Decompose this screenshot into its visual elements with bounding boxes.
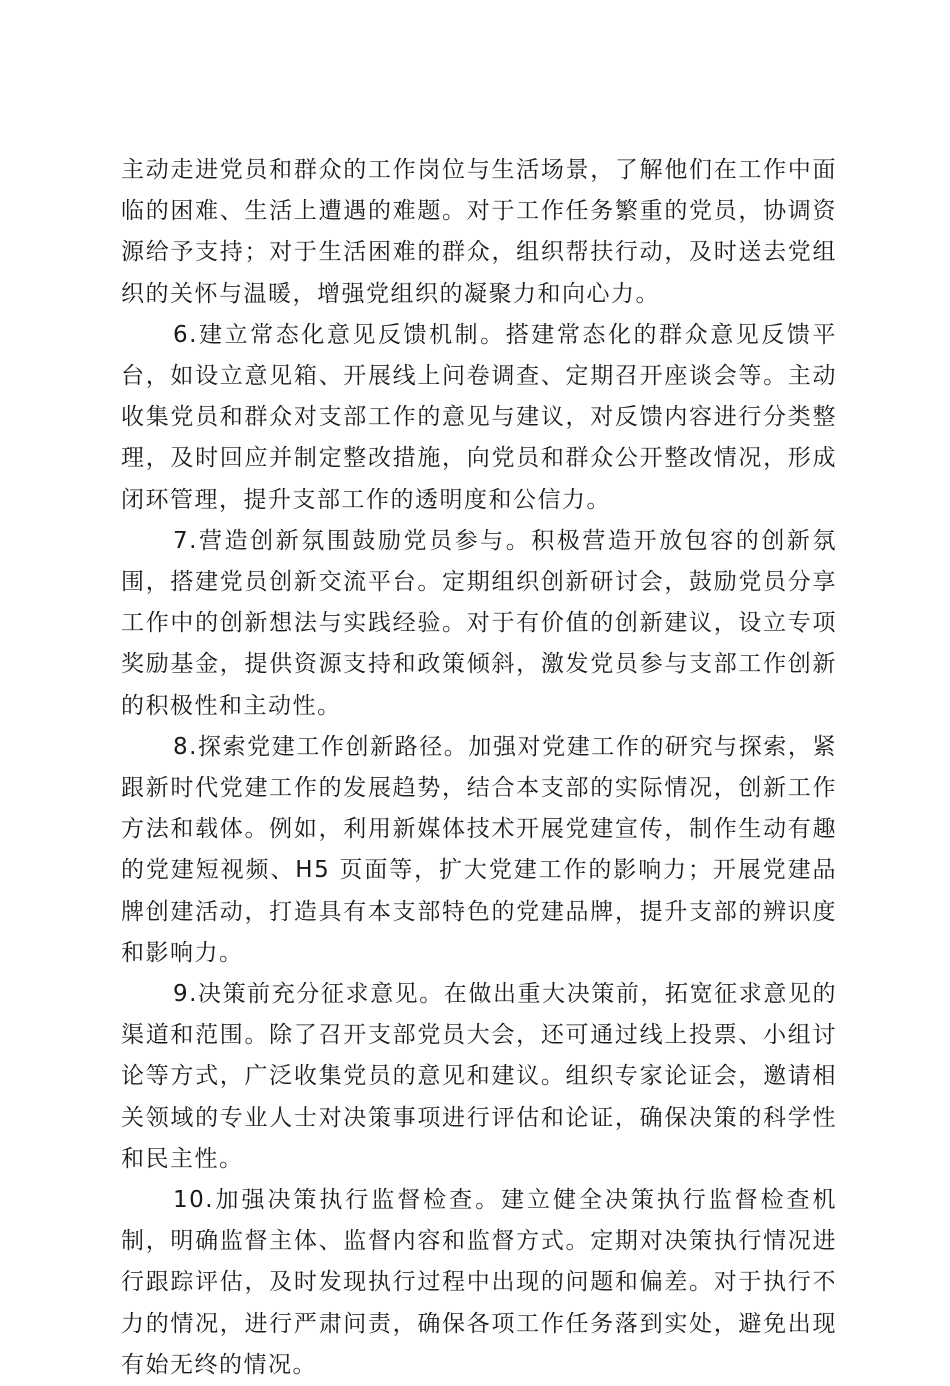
paragraph-item-10: 10.加强决策执行监督检查。建立健全决策执行监督检查机制，明确监督主体、监督内容和监督方式。定期对决策执行情况进行跟踪评估，及时发现执行过程中出现的问题和偏差。对于执行不力的情况，进行严肃问责，确保各项工作任务落到实处，避免出现有始无终的情况。 bbox=[121, 1187, 837, 1378]
paragraph-item-6: 6.建立常态化意见反馈机制。搭建常态化的群众意见反馈平台，如设立意见箱、开展线上问卷调查、定期召开座谈会等。主动收集党员和群众对支部工作的意见与建议，对反馈内容进行分类整理，及时回应并制定整改措施，向党员和群众公开整改情况，形成闭环管理，提升支部工作的透明度和公信力。 bbox=[121, 321, 837, 513]
paragraph-item-9: 9.决策前充分征求意见。在做出重大决策前，拓宽征求意见的渠道和范围。除了召开支部党员大会，还可通过线上投票、小组讨论等方式，广泛收集党员的意见和建议。组织专家论证会，邀请相关领域的专业人士对决策事项进行评估和论证，确保决策的科学性和民主性。 bbox=[121, 981, 837, 1172]
body-text bbox=[121, 150, 837, 1386]
paragraph-continuation: 主动走进党员和群众的工作岗位与生活场景，了解他们在工作中面临的困难、生活上遭遇的难题。对于工作任务繁重的党员，协调资源给予支持；对于生活困难的群众，组织帮扶行动，及时送去党组织的关怀与温暖，增强党组织的凝聚力和向心力。 bbox=[121, 157, 837, 307]
paragraph-item-8: 8.探索党建工作创新路径。加强对党建工作的研究与探索，紧跟新时代党建工作的发展趋势，结合本支部的实际情况，创新工作方法和载体。例如，利用新媒体技术开展党建宣传，制作生动有趣的党建短视频、H5 页面等，扩大党建工作的影响力；开展党建品牌创建活动，打造具有本支部特色的党建品牌，提升支部的辨识度和影响力。 bbox=[121, 733, 837, 966]
paragraph-item-7: 7.营造创新氛围鼓励党员参与。积极营造开放包容的创新氛围，搭建党员创新交流平台。定期组织创新研讨会，鼓励党员分享工作中的创新想法与实践经验。对于有价值的创新建议，设立专项奖励基金，提供资源支持和政策倾斜，激发党员参与支部工作创新的积极性和主动性。 bbox=[121, 527, 837, 719]
